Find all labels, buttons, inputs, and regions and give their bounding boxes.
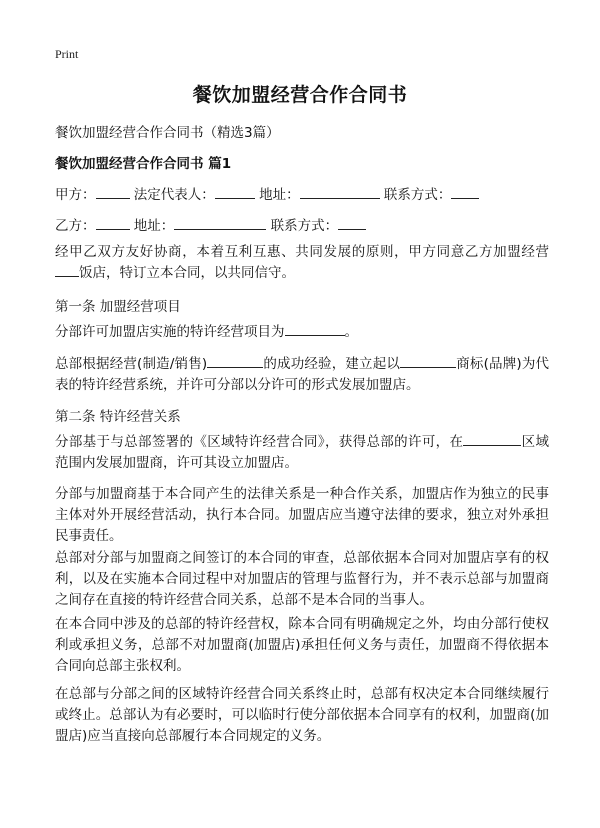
party-a-line: [55, 183, 555, 203]
article-2-p1-text-b: 区域范围内发展加盟商，许可其设立加盟店。: [55, 434, 549, 471]
product-blank: [207, 354, 263, 368]
article-2-paragraph-2: 分部与加盟商基于本合同产生的法律关系是一种合作关系，加盟店作为独立的民事主体对外开展经营活动，执行本合同。加盟店应当遵守法律的要求，独立对外承担民事责任。: [55, 486, 549, 544]
party-b-contact-label: 联系方式：: [270, 218, 339, 234]
article-1-paragraph-2: [55, 354, 549, 396]
article-2-paragraph-4: 在本合同中涉及的总部的特许经营权，除本合同有明确规定之外，均由分部行使权利或承担义务，总部不对加盟商(加盟店)承担任何义务与责任，加盟商不得依据本合同向总部主张权利。: [55, 616, 549, 674]
brand-blank: [400, 354, 456, 368]
party-b-contact-blank: [338, 216, 366, 230]
print-label[interactable]: Print: [55, 47, 79, 61]
party-b-name-blank: [96, 216, 130, 230]
party-a-label: 甲方：: [55, 187, 96, 203]
article-1-p2-text-b: 的成功经验，建立起以: [263, 356, 401, 372]
document-subtitle: 餐饮加盟经营合作合同书（精选3篇）: [55, 125, 280, 141]
intro-text-1: 经甲乙双方友好协商，本着互利互惠、共同发展的原则，甲方同意乙方加盟经营: [55, 244, 549, 260]
party-b-line: [55, 214, 555, 234]
article-1-p2-text-a: 总部根据经营(制造/销售): [55, 356, 208, 372]
intro-restaurant-blank: [55, 263, 79, 277]
party-b-address-blank: [174, 216, 266, 230]
party-a-address-label: 地址：: [259, 187, 300, 203]
article-1-p2-text-c: 商标(品牌)为代表的特许经营系统，并许可分部以分许可的形式发展加盟店。: [55, 356, 549, 393]
article-2-title: 第二条 特许经营关系: [55, 409, 181, 425]
intro-paragraph: [55, 242, 549, 284]
article-2-paragraph-5: 在总部与分部之间的区域特许经营合同关系终止时，总部有权决定本合同继续履行或终止。总部认为有必要时，可以临时行使分部依据本合同享有的权利，加盟商(加盟店)应当直接向总部履行本合同规定的义务。: [55, 686, 549, 744]
party-b-address-label: 地址：: [133, 218, 175, 234]
party-a-contact-blank: [451, 185, 479, 199]
project-blank: [285, 322, 345, 336]
article-1-p1-end: 。: [344, 324, 358, 340]
party-a-name-blank: [96, 185, 130, 199]
party-a-address-blank: [300, 185, 380, 199]
region-blank: [463, 432, 521, 446]
intro-text-2: 饭店，特订立本合同，以共同信守。: [79, 265, 295, 281]
article-2-paragraph-1: [55, 432, 549, 474]
party-b-label: 乙方：: [55, 218, 96, 234]
article-1-p1-text: 分部许可加盟店实施的特许经营项目为: [55, 324, 285, 340]
party-a-contact-label: 联系方式：: [383, 187, 452, 203]
document-title: 餐饮加盟经营合作合同书: [192, 84, 408, 106]
party-a-rep-blank: [215, 185, 255, 199]
article-2-p1-text-a: 分部基于与总部签署的《区域特许经营合同》，获得总部的许可，在: [55, 434, 464, 450]
article-1-title: 第一条 加盟经营项目: [55, 299, 181, 315]
party-a-rep-label: 法定代表人：: [133, 187, 215, 203]
article-1-paragraph-1: [55, 322, 549, 343]
part-title: 餐饮加盟经营合作合同书 篇1: [55, 156, 232, 172]
article-2-paragraph-3: 总部对分部与加盟商之间签订的本合同的审查，总部依据本合同对加盟店享有的权利，以及在实施本合同过程中对加盟店的管理与监督行为，并不表示总部与加盟商之间存在直接的特许经营合同关系，总部不是本合同的当事人。: [55, 550, 549, 608]
